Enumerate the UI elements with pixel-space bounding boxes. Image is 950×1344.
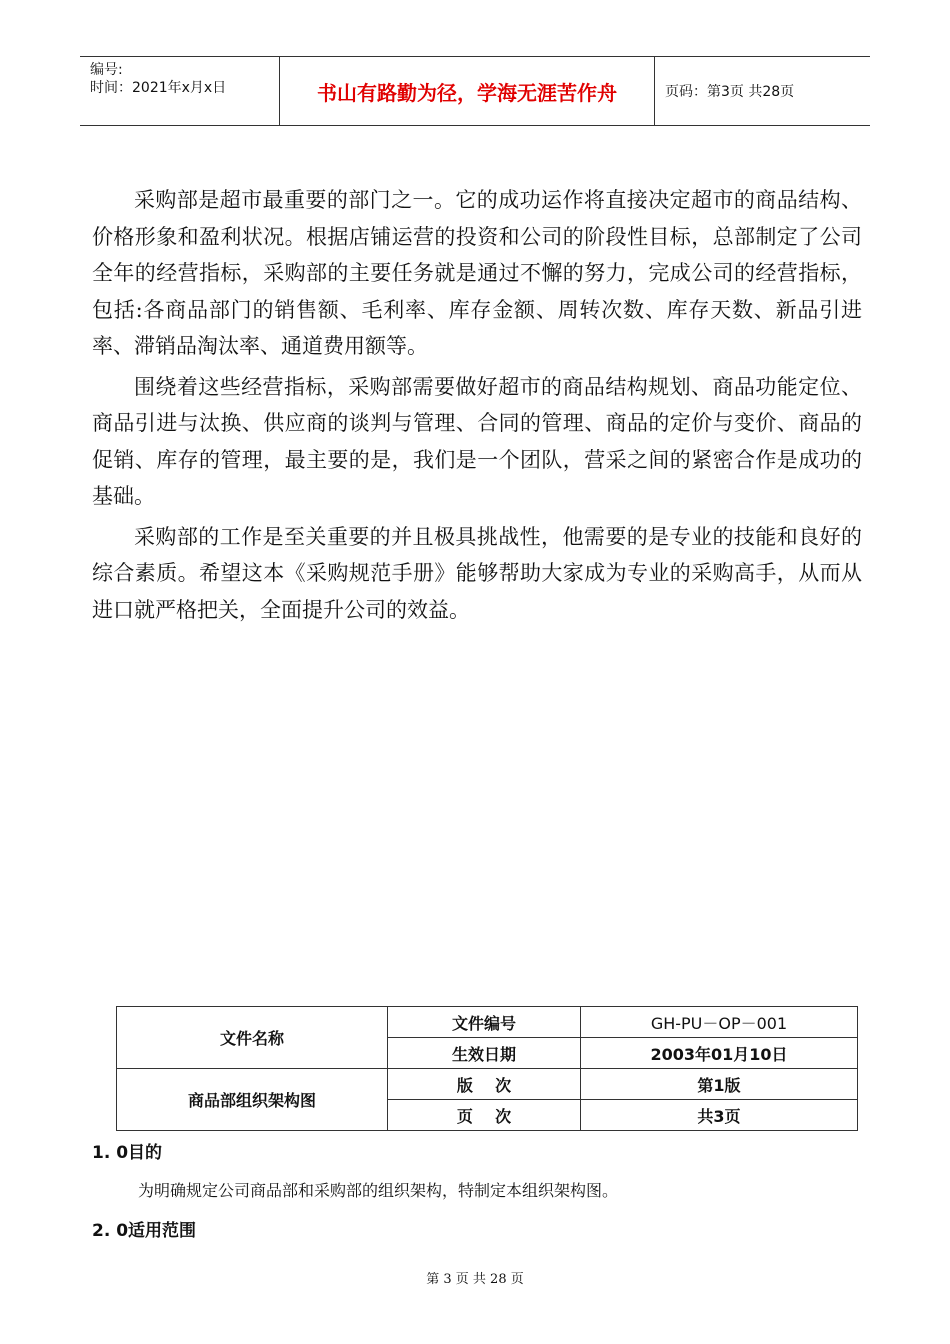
- section-2-title: 2. 0适用范围: [92, 1221, 197, 1241]
- file-no-label: 文件编号: [388, 1007, 581, 1038]
- page-footer: 第 3 页 共 28 页: [426, 1272, 524, 1287]
- edition-value: 第1版: [581, 1069, 858, 1100]
- header-page-info: 页码：第3页 共28页: [665, 84, 795, 100]
- date-label: 时间：2021年x月x日: [90, 80, 227, 96]
- paragraph: 围绕着这些经营指标，采购部需要做好超市的商品结构规划、商品功能定位、商品引进与汰换、供应商的谈判与管理、合同的管理、商品的定价与变价、商品的促销、库存的管理，最主要的是，我们是一个团队，营采之间的紧密合作是成功的基础。: [92, 374, 862, 508]
- page-header: [80, 56, 870, 126]
- header-motto: 书山有路勤为径，学海无涯苦作舟: [280, 57, 655, 125]
- edition-label: 版 次: [388, 1069, 581, 1100]
- body-text: [92, 182, 862, 632]
- file-name-value: 商品部组织架构图: [117, 1069, 388, 1131]
- effective-date-value: 2003年01月10日: [581, 1038, 858, 1069]
- paragraph: 采购部的工作是至关重要的并且极具挑战性，他需要的是专业的技能和良好的综合素质。希望这本《采购规范手册》能够帮助大家成为专业的采购高手，从而从进口就严格把关，全面提升公司的效益。: [92, 524, 862, 622]
- header-meta: [80, 57, 280, 125]
- section-1-text: 为明确规定公司商品部和采购部的组织架构，特制定本组织架构图。: [138, 1181, 619, 1200]
- file-name-label: 文件名称: [117, 1007, 388, 1069]
- pages-label: 页 次: [388, 1100, 581, 1131]
- pages-value: 共3页: [581, 1100, 858, 1131]
- file-no-value: GH-PU－OP－001: [581, 1007, 858, 1038]
- effective-date-label: 生效日期: [388, 1038, 581, 1069]
- section-1-title: 1. 0目的: [92, 1143, 163, 1163]
- paragraph: 采购部是超市最重要的部门之一。它的成功运作将直接决定超市的商品结构、价格形象和盈利状况。根据店铺运营的投资和公司的阶段性目标，总部制定了公司全年的经营指标，采购部的主要任务就是通过不懈的努力，完成公司的经营指标，包括:各商品部门的销售额、毛利率、库存金额、周转次数、库存天数、新品引进率、滞销品淘汰率、通道费用额等。: [92, 188, 862, 358]
- number-label: 编号:: [90, 62, 123, 78]
- document-info-table: [116, 1006, 858, 1131]
